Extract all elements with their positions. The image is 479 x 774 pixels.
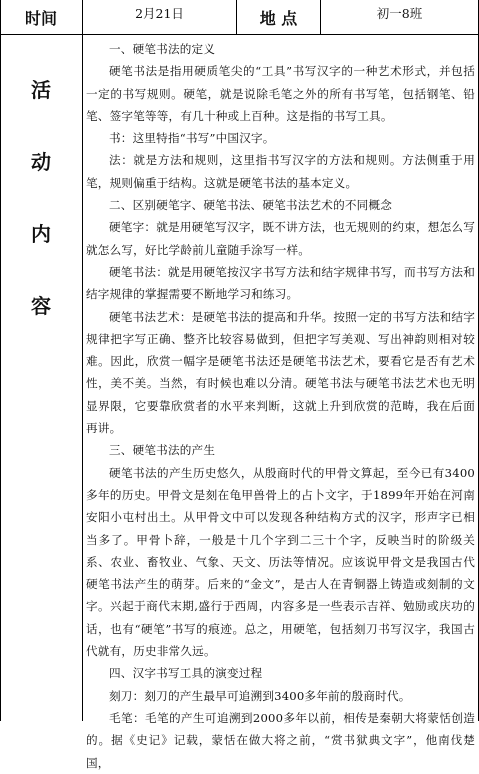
side-label-char: 动 [31, 150, 51, 174]
table-header-bottom-rule [0, 34, 479, 35]
paragraph: 硬笔书法是指用硬质笔尖的“工具”书写汉字的一种艺术形式，并包括一定的书写规则。硬笔，就是说除毛笔之外的所有书写笔，包括钢笔、铅笔、签字笔等等，有几十种或上百种。这是指的书写工具。 [86, 64, 475, 123]
paragraph: 书：这里特指“书写”中国汉字。 [109, 131, 275, 146]
section-heading: 二、区别硬笔字、硬笔书法、硬笔书法艺术的不同概念 [109, 198, 393, 213]
date-value: 2月21日 [135, 6, 184, 21]
place-value: 初一8班 [376, 6, 423, 21]
time-label: 时间 [24, 8, 57, 28]
paragraph: 法：就是方法和规则，这里指书写汉字的方法和规则。方法侧重于用笔，规则偏重于结构。这就是硬笔书法的基本定义。 [86, 153, 475, 190]
activity-content-body [86, 38, 475, 774]
side-label-char: 内 [31, 222, 51, 246]
paragraph: 硬笔字：就是用硬笔写汉字，既不讲方法，也无规则的约束，想怎么写就怎么写，好比学龄前儿童随手涂写一样。 [86, 220, 475, 257]
side-label-char: 活 [31, 78, 51, 102]
place-label: 地 点 [259, 8, 298, 28]
side-label-char: 容 [31, 294, 51, 318]
table-col-divider-1 [82, 0, 83, 721]
paragraph: 硬笔书法艺术：是硬笔书法的提高和升华。按照一定的书写方法和结字规律把字写正确、整齐比较容易做到，但把字写美观、写出神韵则相对较难。因此，欣赏一幅字是硬笔书法还是硬笔书法艺术，要看它是否有艺术性，美不美。当然，有时候也难以分清。硬笔书法与硬笔书法艺术也无明显界限，它要靠欣赏者的水平来判断，这就上升到欣赏的范畴，我在后面再讲。 [86, 309, 475, 436]
section-heading: 三、硬笔书法的产生 [109, 443, 216, 458]
section-heading: 一、硬笔书法的定义 [109, 42, 216, 56]
paragraph: 硬笔书法的产生历史悠久，从殷商时代的甲骨文算起，至今已有3400多年的历史。甲骨文是刻在龟甲兽骨上的占卜文字，于1899年开始在河南安阳小屯村出土。从甲骨文中可以发现各种结构方式的汉字，形声字已相当多了。甲骨卜辞，一般是十几个字到二三十个字，反映当时的阶级关系、农业、畜牧业、气象、天文、历法等情况。应该说甲骨文是我国古代硬笔书法产生的萌芽。后来的“金文”，是古人在青铜器上铸造或刻制的文字。兴起于商代末期,盛行于西周，内容多是一些表示吉祥、勉励或庆功的话，也有“硬笔”书写的痕迹。总之，用硬笔，包括刻刀书写汉字，我国古代就有，历史非常久远。 [86, 465, 475, 659]
paragraph: 刻刀：刻刀的产生最早可追溯到3400多年前的殷商时代。 [109, 688, 411, 703]
activity-content-label [0, 70, 82, 358]
section-heading: 四、汉字书写工具的演变过程 [109, 666, 263, 681]
paragraph: 毛笔：毛笔的产生可追溯到2000多年以前，相传是秦朝大将蒙恬创造的。据《史记》记载，蒙恬在做大将之前，“赏书狱典文字”，他南伐楚国， [86, 710, 475, 770]
paragraph: 硬笔书法：就是用硬笔按汉字书写方法和结字规律书写，而书写方法和结字规律的掌握需要不断地学习和练习。 [86, 264, 475, 302]
